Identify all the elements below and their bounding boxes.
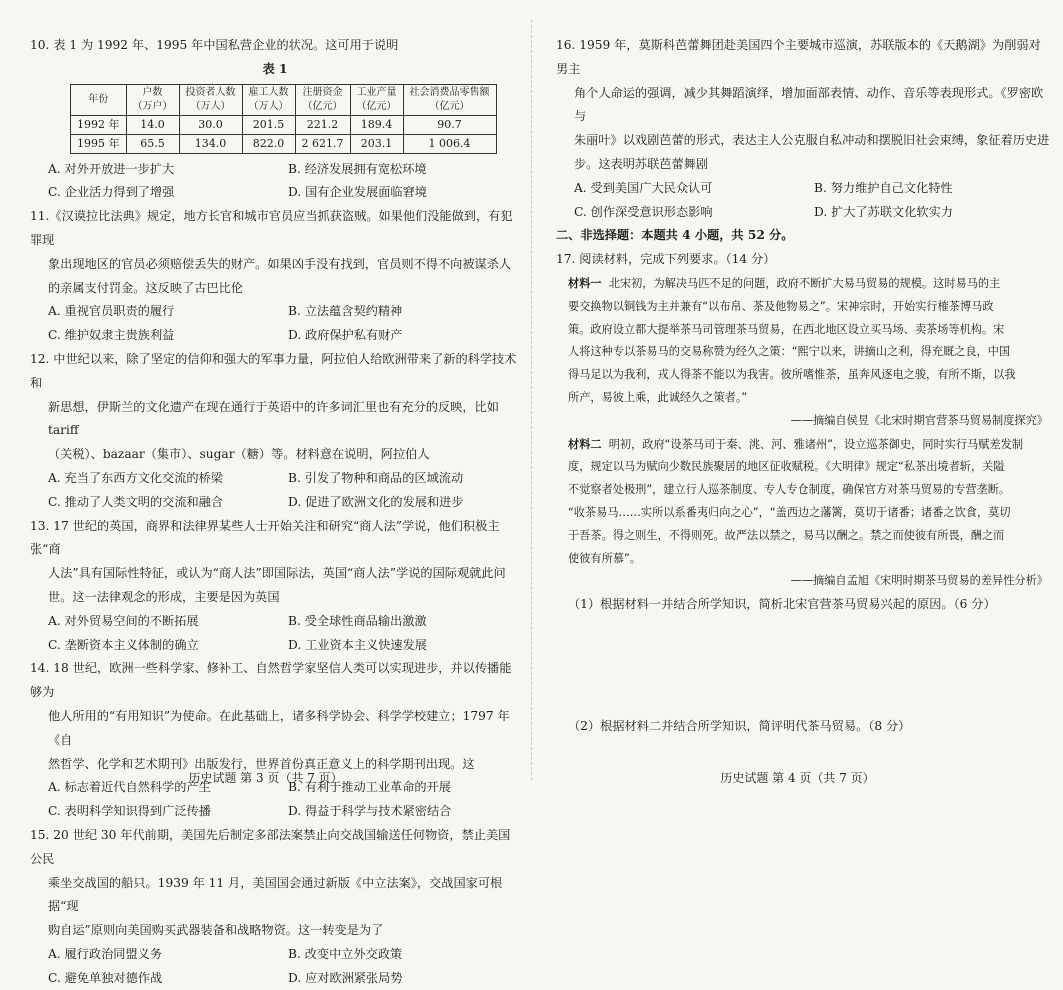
q16-options — [556, 177, 1052, 225]
material-label: 材料二 — [568, 436, 602, 451]
material-line: 所产，易彼上乘，此诚经久之策者。” — [568, 390, 748, 404]
material-line: 不觉察者处极刑”，建立行人巡茶制度、专人专仓制度，确保官方对茶马贸易的专营垄断。 — [568, 483, 1011, 497]
source-citation: ——摘编自孟旭《宋明时期茶马贸易的差异性分析》 — [790, 574, 1048, 588]
table-cell: 90.7 — [403, 115, 496, 134]
q13-line: 13. 17 世纪的英国，商界和法律界某些人士开始关注和研究“商人法”学说，他们积极主张“商 — [30, 518, 500, 557]
table-row — [71, 134, 497, 153]
data-table — [70, 84, 497, 154]
q11-line: 象出现地区的官员必须赔偿丢失的财产。如果凶手没有找到，官员则不得不向被谋杀人 — [48, 256, 512, 271]
option: C. 维护奴隶主贵族利益 — [48, 328, 175, 343]
material-line: 策。政府设立都大提举茶马司管理茶马贸易，在西北地区设立买马场、卖茶场等机构。宋 — [568, 322, 1005, 336]
table-cell: 822.0 — [242, 134, 295, 153]
q14-line: 他人所用的“有用知识”为使命。在此基础上，诸多科学协会、科学学校建立；1797 年《自 — [48, 708, 510, 747]
option: D. 政府保护私有财产 — [288, 328, 403, 343]
right-column — [556, 34, 1052, 739]
q10-options — [30, 158, 520, 206]
table-cell: 221.2 — [295, 115, 350, 134]
q13-options — [30, 610, 520, 658]
table-header-row — [71, 84, 497, 115]
option: A. 对外开放进一步扩大 — [48, 161, 175, 176]
option: B. 有利于推动工业革命的开展 — [288, 780, 451, 795]
page-footer: 历史试题 第 3 页（共 7 页） — [188, 771, 343, 785]
option: B. 努力维护自己文化特性 — [814, 180, 953, 195]
material-line: 度，规定以马为赋向少数民族聚居的地区征收赋税。《大明律》规定“私茶出境者斩，关隘 — [568, 460, 1005, 474]
table-title: 表 1 — [262, 61, 288, 76]
table-cell: 1995 年 — [71, 134, 127, 153]
table-header: 工业产量 （亿元） — [350, 84, 403, 115]
material-line: 要交换物以铜钱为主并兼有“以布帛、茶及他物易之”。宋神宗时，开始实行榷茶博马政 — [568, 299, 994, 313]
q17-stem: 17. 阅读材料，完成下列要求。（14 分） — [556, 252, 776, 267]
table-cell: 203.1 — [350, 134, 403, 153]
q11-options — [30, 300, 520, 348]
q15-line: 购自运”原则向美国购买武器装备和战略物资。这一转变是为了 — [48, 923, 384, 938]
material-line: 北宋初，为解决马匹不足的问题，政府不断扩大易马贸易的规模。这时易马的主 — [608, 276, 1001, 290]
q14-line: 14. 18 世纪，欧洲一些科学家、修补工、自然哲学家坚信人类可以实现进步，并以传播能够为 — [30, 661, 512, 700]
left-column — [30, 34, 520, 990]
q16-line: 朱丽叶》以戏剧芭蕾的形式，表达主人公克服自私冲动和摆脱旧社会束缚，象征着历史进 — [574, 133, 1050, 148]
q12-line: 新思想，伊斯兰的文化遗产在现在通行于英语中的许多词汇里也有充分的反映，比如 tariff — [48, 399, 499, 438]
source-citation: ——摘编自侯昱《北宋时期官营茶马贸易制度探究》 — [790, 413, 1048, 427]
q11-line: 的亲属支付罚金。这反映了古巴比伦 — [48, 280, 243, 295]
section-heading: 二、非选择题：本题共 4 小题，共 52 分。 — [556, 228, 794, 243]
material-line: “收茶易马……实所以系番夷归向之心”，“盖西边之藩篱，莫切于诸番；诸番之饮食，莫切 — [568, 505, 1011, 519]
option: C. 垄断资本主义体制的确立 — [48, 637, 199, 652]
material-two — [556, 433, 1052, 594]
option: D. 工业资本主义快速发展 — [288, 637, 427, 652]
option: A. 履行政治同盟义务 — [48, 946, 163, 961]
q12-line: 12. 中世纪以来，除了坚定的信仰和强大的军事力量，阿拉伯人给欧洲带来了新的科学技术和 — [30, 351, 517, 390]
q13-line: 人法”具有国际性特征，或认为“商人法”即国际法，英国“商人法”学说的国际观就此问 — [48, 566, 506, 581]
material-line: 于吾茶。得之则生，不得则死。故严法以禁之，易马以酬之。禁之而使彼有所畏，酬之而 — [568, 528, 1005, 542]
requirement-2: （2）根据材料二并结合所学知识，简评明代茶马贸易。（8 分） — [568, 718, 911, 733]
q13-line: 世。这一法律观念的形成，主要是因为英国 — [48, 589, 280, 604]
option: C. 避免单独对德作战 — [48, 970, 163, 985]
option: A. 对外贸易空间的不断拓展 — [48, 613, 199, 628]
table-header: 注册资金 （亿元） — [295, 84, 350, 115]
option: D. 应对欧洲紧张局势 — [288, 970, 403, 985]
option: A. 受到美国广大民众认可 — [574, 180, 713, 195]
option: A. 标志着近代自然科学的产生 — [48, 780, 211, 795]
q16-line: 角个人命运的强调，减少其舞蹈演绎，增加面部表情、动作、音乐等表现形式。《罗密欧与 — [574, 85, 1044, 124]
option: B. 改变中立外交政策 — [288, 946, 403, 961]
option: B. 受全球性商品输出激激 — [288, 613, 427, 628]
option: A. 重视官员职责的履行 — [48, 304, 175, 319]
q15-line: 15. 20 世纪 30 年代前期，美国先后制定多部法案禁止向交战国输送任何物资，禁止美国公民 — [30, 827, 511, 866]
option: B. 引发了物种和商品的区域流动 — [288, 470, 464, 485]
material-line: 得马足以为我利，戎人得茶不能以为我害。彼所嗜惟茶，虽奔风逐电之骏，有所不斯，以我 — [568, 368, 1016, 382]
table-cell: 201.5 — [242, 115, 295, 134]
option: B. 立法蕴含契约精神 — [288, 304, 403, 319]
table-header: 年份 — [71, 84, 127, 115]
q12-options — [30, 467, 520, 515]
table-cell: 30.0 — [179, 115, 242, 134]
option: B. 经济发展拥有宽松环境 — [288, 161, 427, 176]
q15-options — [30, 943, 520, 990]
option: C. 创作深受意识形态影响 — [574, 204, 713, 219]
material-line: 明初，政府“设茶马司于秦、洮、河、雅诸州”，设立巡茶御史，同时实行马赋差发制 — [608, 437, 1024, 451]
q12-line: （关税）、bazaar（集市）、sugar（糖）等。材料意在说明，阿拉伯人 — [48, 447, 430, 462]
q15-line: 乘坐交战国的船只。1939 年 11 月，美国国会通过新版《中立法案》，交战国家可根据“现 — [48, 875, 503, 914]
table-cell: 14.0 — [126, 115, 179, 134]
option: C. 企业活力得到了增强 — [48, 185, 175, 200]
option: C. 推动了人类文明的交流和融合 — [48, 494, 224, 509]
material-line: 人将这种专以茶易马的交易称赞为经久之策：“熙宁以来，讲摘山之利，得充厩之良，中国 — [568, 345, 1011, 359]
table-header: 雇工人数 （万人） — [242, 84, 295, 115]
page-3 — [0, 0, 531, 985]
q10-stem: 10. 表 1 为 1992 年、1995 年中国私营企业的状况。这可用于说明 — [30, 38, 399, 52]
table-header: 投资者人数 （万人） — [179, 84, 242, 115]
q16-line: 16. 1959 年，莫斯科芭蕾舞团赴美国四个主要城市巡演，苏联版本的《天鹅湖》为削弱对男主 — [556, 38, 1041, 76]
material-label: 材料一 — [568, 275, 602, 290]
requirement-1: （1）根据材料一并结合所学知识，简析北宋官营茶马贸易兴起的原因。（6 分） — [568, 597, 996, 612]
table-header: 户数 （万户） — [126, 84, 179, 115]
page-footer: 历史试题 第 4 页（共 7 页） — [720, 771, 875, 785]
material-one — [556, 272, 1052, 433]
option: D. 扩大了苏联文化软实力 — [814, 204, 953, 219]
table-cell: 2 621.7 — [295, 134, 350, 153]
material-line: 使彼有所慕”。 — [568, 551, 641, 565]
table-row — [71, 115, 497, 134]
q14-line: 然哲学、化学和艺术期刊》出版发行，世界首份真正意义上的科学期刊出现。这 — [48, 756, 475, 771]
table-cell: 1 006.4 — [403, 134, 496, 153]
table-cell: 65.5 — [126, 134, 179, 153]
option: D. 国有企业发展面临窘境 — [288, 185, 427, 200]
option: D. 得益于科学与技术紧密结合 — [288, 804, 452, 819]
page-4 — [532, 0, 1063, 800]
option: C. 表明科学知识得到广泛传播 — [48, 804, 211, 819]
table-cell: 189.4 — [350, 115, 403, 134]
option: D. 促进了欧洲文化的发展和进步 — [288, 494, 464, 509]
q11-line: 11.《汉谟拉比法典》规定，地方长官和城市官员应当抓获盗贼。如果他们没能做到，有犯罪现 — [30, 209, 513, 247]
table-cell: 134.0 — [179, 134, 242, 153]
q16-line: 步。这表明苏联芭蕾舞剧 — [574, 156, 709, 171]
table-header: 社会消费品零售额 （亿元） — [403, 84, 496, 115]
table-cell: 1992 年 — [71, 115, 127, 134]
option: A. 充当了东西方文化交流的桥梁 — [48, 470, 223, 485]
answer-space — [556, 617, 1052, 715]
